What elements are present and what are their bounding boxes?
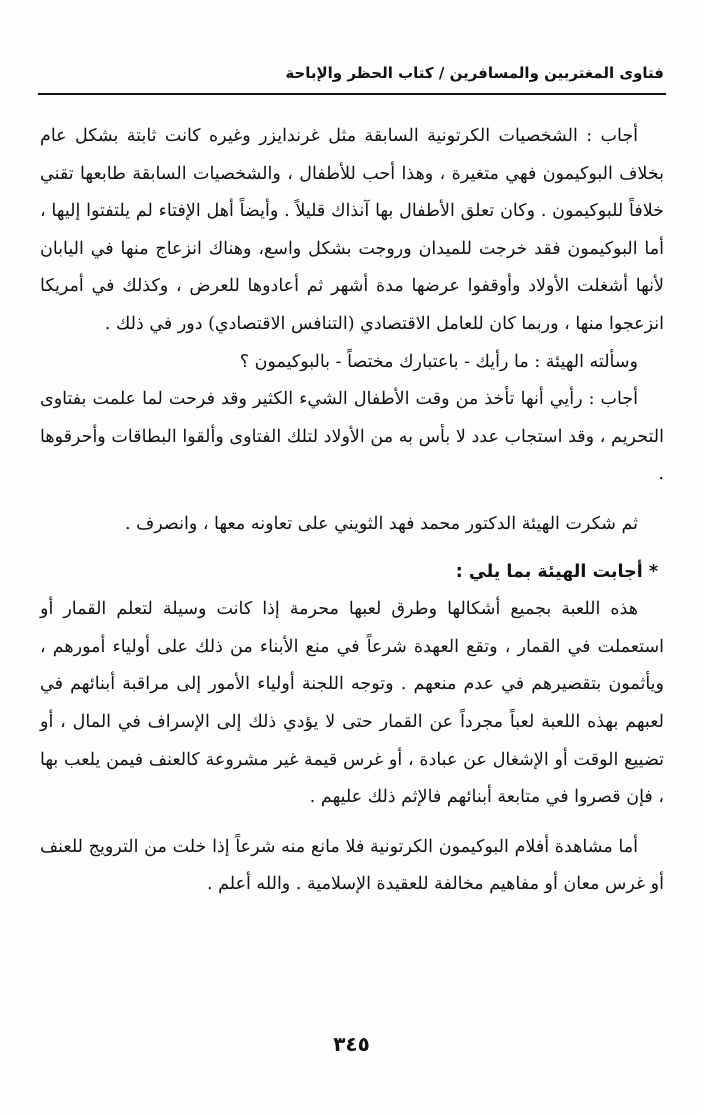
header-divider — [38, 93, 666, 95]
paragraph-thanks: ثم شكرت الهيئة الدكتور محمد فهد الثويني على تعاونه معها ، وانصرف . — [124, 513, 638, 534]
page-number: ٣٤٥ — [333, 1032, 370, 1056]
paragraph-answer-2: أجاب : رأيي أنها تأخذ من وقت الأطفال الشيء الكثير وقد فرحت لما علمت بفتاوى التحريم ، وقد استجاب عدد لا بأس به من الأولاد لتلك الفتاوى وألقوا البطاقات وأحرقوها . — [40, 389, 664, 485]
paragraph-answer-1: أجاب : الشخصيات الكرتونية السابقة مثل غرندايزر وغيره كانت ثابتة بشكل عام بخلاف البوكيمون فهي متغيرة ، وهذا أحب للأطفال ، والشخصيات السابقة طابعها تقني خلافاً للبوكيمون . وكان تعلق الأطفال بها آنذاك قليلاً . وأيضاً أهل الإفتاء لم يلتفتوا إليها ، أما البوكيمون فقد خرجت للميدان وروجت بشكل واسع، وهناك انزعاج منها في اليابان لأنها أشغلت الأولاد وأوقفوا عرضها مدة أشهر ثم أعادوها للعرض ، وكذلك في أمريكا انزعجوا منها ، وربما كان للعامل الاقتصادي (التنافس الاقتصادي) دور في ذلك . — [40, 126, 664, 334]
running-header: فتاوى المغتربين والمسافرين / كتاب الحظر والإباحة — [285, 64, 664, 82]
section-heading: * أجابت الهيئة بما يلي : — [455, 561, 658, 582]
paragraph-question: وسألته الهيئة : ما رأيك - باعتبارك مختصاً - بالبوكيمون ؟ — [239, 351, 638, 372]
paragraph-conclusion: أما مشاهدة أفلام البوكيمون الكرتونية فلا مانع منه شرعاً إذا خلت من الترويج للعنف أو غرس معان أو مفاهيم مخالفة للعقيدة الإسلامية . والله أعلم . — [40, 836, 664, 895]
page-body — [40, 118, 664, 904]
paragraph-ruling: هذه اللعبة بجميع أشكالها وطرق لعبها محرمة إذا كانت وسيلة لتعلم القمار أو استعملت في القمار ، وتقع العهدة شرعاً في منع الأبناء من ذلك على أولياء أمورهم ، ويأثمون بتقصيرهم في عدم منعهم . وتوجه اللجنة أولياء الأمور إلى مراقبة أبنائهم في لعبهم بهذه اللعبة لعباً مجرداً عن القمار حتى لا يؤدي ذلك إلى الإسراف في المال ، أو تضييع الوقت أو الإشغال عن عبادة ، أو غرس قيمة غير مشروعة كالعنف فيمن يلعب بها ، فإن قصروا في متابعة أبنائهم فالإثم ذلك عليهم . — [40, 599, 664, 808]
